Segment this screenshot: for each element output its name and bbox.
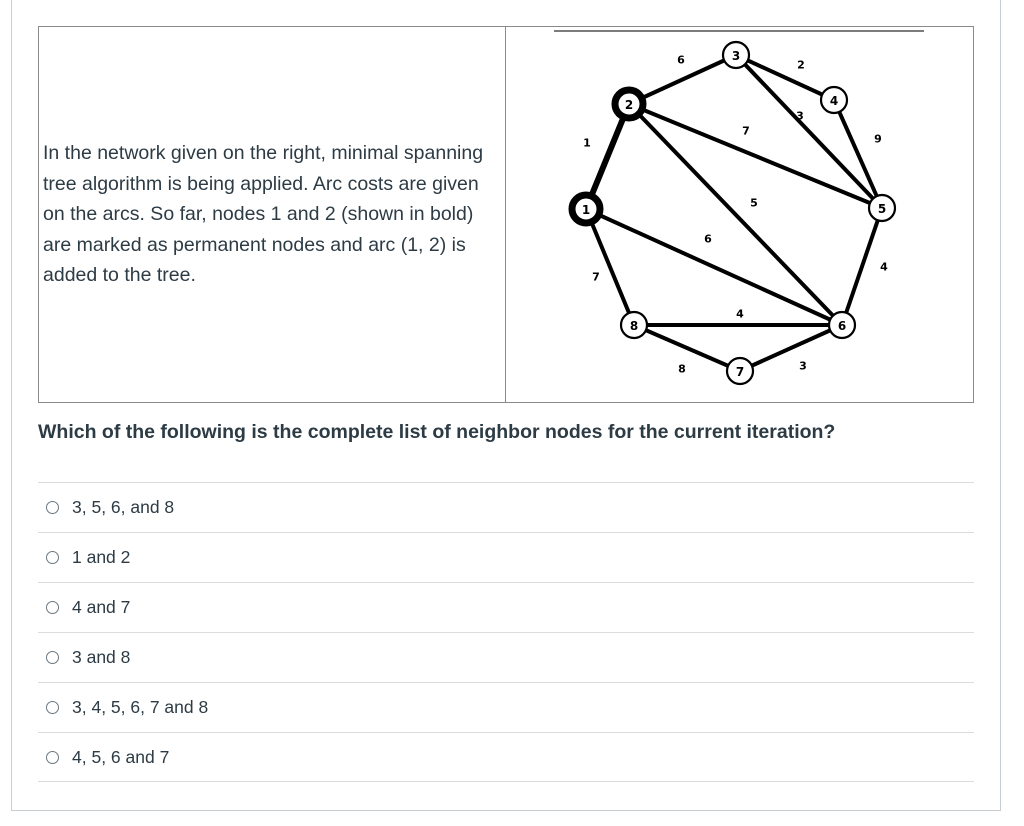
arc-3-5: [736, 55, 882, 208]
radio-button[interactable]: [46, 751, 59, 764]
arc-3-4: [736, 55, 834, 100]
node-2: [615, 90, 643, 118]
question-prompt: Which of the following is the complete list of neighbor nodes for the current iteration?: [38, 421, 836, 443]
answer-option-2[interactable]: [38, 532, 974, 582]
radio-button[interactable]: [46, 601, 59, 614]
answer-label: 1 and 2: [72, 547, 131, 567]
node-3: [723, 42, 749, 68]
radio-button[interactable]: [46, 701, 59, 714]
description-cell: [39, 27, 506, 402]
arc-cost-2-3: 6: [677, 53, 685, 67]
node-label: 7: [735, 365, 745, 379]
arc-7-6: [740, 325, 842, 371]
node-label: 8: [629, 319, 639, 333]
arc-cost-1-6: 6: [704, 232, 712, 246]
answer-label: 3, 4, 5, 6, 7 and 8: [72, 697, 209, 717]
node-1: [572, 195, 600, 223]
arc-1-6: [586, 209, 842, 325]
arc-cost-3-4: 2: [797, 58, 805, 72]
arc-5-6: [842, 208, 882, 325]
radio-button[interactable]: [46, 501, 59, 514]
arc-cost-4-5: 9: [874, 132, 882, 146]
arc-cost-8-7: 8: [678, 362, 686, 376]
node-label: 2: [624, 98, 634, 112]
answer-label: 3, 5, 6, and 8: [72, 497, 175, 517]
answer-list: [38, 482, 974, 782]
answer-option-1[interactable]: [38, 482, 974, 532]
arc-cost-5-6: 4: [880, 260, 888, 274]
node-8: [621, 312, 647, 338]
arc-cost-7-6: 3: [799, 359, 807, 373]
node-label: 5: [877, 202, 887, 216]
arc-cost-1-2: 1: [583, 136, 591, 150]
arc-cost-8-6: 4: [736, 307, 744, 321]
node-label: 3: [731, 49, 741, 63]
arc-cost-1-8: 7: [592, 270, 600, 284]
node-7: [727, 358, 753, 384]
answer-option-3[interactable]: [38, 582, 974, 632]
arc-cost-3-5: 3: [796, 109, 804, 123]
answer-label: 3 and 8: [72, 647, 131, 667]
question-table: [38, 26, 974, 403]
answer-label: 4 and 7: [72, 597, 131, 617]
arc-2-6: [629, 104, 842, 325]
answer-option-5[interactable]: [38, 682, 974, 732]
node-label: 4: [829, 94, 839, 108]
network-diagram: [506, 27, 972, 402]
arc-cost-2-6: 5: [750, 196, 758, 210]
node-4: [821, 87, 847, 113]
answer-label: 4, 5, 6 and 7: [72, 746, 170, 767]
arc-8-7: [634, 325, 740, 371]
node-label: 1: [581, 203, 591, 217]
node-5: [869, 195, 895, 221]
question-description: In the network given on the right, minimal spanning tree algorithm is being applied. Arc costs are given on the arcs. So far, nodes 1 and 2 (shown in bold) are marked as permanent nodes and arc (1, 2) is added to the tree.: [43, 142, 484, 287]
answer-option-6[interactable]: [38, 732, 974, 782]
network-figure-cell: [506, 27, 973, 402]
node-label: 6: [837, 319, 847, 333]
arc-cost-2-5: 7: [742, 124, 750, 138]
answer-option-4[interactable]: [38, 632, 974, 682]
radio-button[interactable]: [46, 651, 59, 664]
radio-button[interactable]: [46, 551, 59, 564]
node-6: [829, 312, 855, 338]
